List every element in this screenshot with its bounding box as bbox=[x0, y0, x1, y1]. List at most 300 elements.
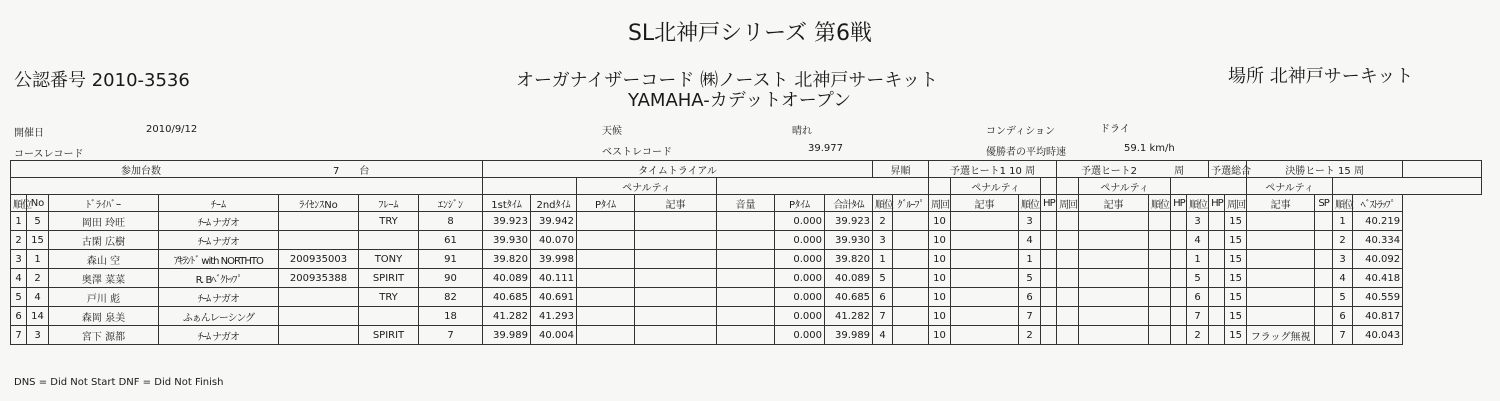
table-row bbox=[11, 307, 1482, 326]
heat2-penalty-header: ペナルティ bbox=[1079, 178, 1171, 195]
cell-h1-rank: 1 bbox=[1019, 250, 1041, 269]
blank-cell bbox=[893, 269, 929, 288]
results-table bbox=[10, 160, 1482, 345]
cell-t1: 41.282 bbox=[483, 307, 531, 326]
cell-ptime: 0.000 bbox=[775, 288, 825, 307]
blank-cell bbox=[893, 231, 929, 250]
blank-cell bbox=[1057, 307, 1079, 326]
cell-tot-rank: 6 bbox=[1187, 288, 1209, 307]
cell-tot-rank: 1 bbox=[1187, 250, 1209, 269]
avg-speed-label: 優勝者の平均時速 bbox=[986, 147, 1066, 158]
col-no: No bbox=[27, 195, 49, 212]
cell-t2: 40.691 bbox=[531, 288, 577, 307]
cell-f-rank: 7 bbox=[1333, 326, 1353, 345]
class-name: YAMAHA-カデットオープン bbox=[628, 90, 852, 111]
blank-cell bbox=[951, 288, 1019, 307]
blank-cell bbox=[1315, 250, 1333, 269]
cell-driver: 戸川 彪 bbox=[49, 288, 159, 307]
cell-license: 200935388 bbox=[279, 269, 359, 288]
col-heat2-rank: 順位 bbox=[1149, 195, 1171, 212]
blank-cell bbox=[1057, 288, 1079, 307]
cell-best: 40.559 bbox=[1353, 288, 1403, 307]
cell-h1-laps: 10 bbox=[929, 288, 951, 307]
blank-cell bbox=[951, 269, 1019, 288]
blank-cell bbox=[951, 307, 1019, 326]
blank-cell bbox=[1171, 250, 1187, 269]
blank-cell bbox=[1079, 307, 1149, 326]
blank-cell bbox=[1171, 307, 1187, 326]
cell-engine: 91 bbox=[419, 250, 483, 269]
col-total-hp: HP bbox=[1209, 195, 1225, 212]
col-heat1-rank: 順位 bbox=[1019, 195, 1041, 212]
blank-cell bbox=[1171, 231, 1187, 250]
license-number: 公認番号 2010-3536 bbox=[14, 70, 190, 91]
cell-h1-laps: 10 bbox=[929, 326, 951, 345]
cell-team: ﾁｰﾑ ナガオ bbox=[159, 212, 279, 231]
cell-f-rank: 4 bbox=[1333, 269, 1353, 288]
blank-cell bbox=[1041, 178, 1057, 195]
cell-total: 41.282 bbox=[825, 307, 873, 326]
footer-legend: DNS = Did Not Start DNF = Did Not Finish bbox=[14, 377, 224, 388]
blank-cell bbox=[1315, 269, 1333, 288]
blank-cell bbox=[717, 288, 775, 307]
blank-cell bbox=[577, 212, 635, 231]
blank-cell bbox=[577, 250, 635, 269]
blank-cell bbox=[717, 326, 775, 345]
blank-cell bbox=[1315, 326, 1333, 345]
col-p-time: Pﾀｲﾑ bbox=[577, 195, 635, 212]
heat1-header: 予選ヒート1 10 周 bbox=[929, 161, 1057, 178]
cell-t1: 40.089 bbox=[483, 269, 531, 288]
cell-tot-rank: 2 bbox=[1187, 326, 1209, 345]
blank-cell bbox=[951, 250, 1019, 269]
weather-value: 晴れ bbox=[792, 126, 812, 137]
blank-cell bbox=[577, 231, 635, 250]
cell-team: ﾁｰﾑ ナガオ bbox=[159, 231, 279, 250]
blank-cell bbox=[1057, 178, 1079, 195]
col-tt-rank: 順位 bbox=[873, 195, 893, 212]
blank-cell bbox=[893, 307, 929, 326]
final-penalty-header: ペナルティ bbox=[1247, 178, 1333, 195]
cell-license bbox=[279, 326, 359, 345]
cell-t2: 39.998 bbox=[531, 250, 577, 269]
cell-frame: TRY bbox=[359, 212, 419, 231]
blank-cell bbox=[1041, 269, 1057, 288]
cell-f-note bbox=[1247, 269, 1315, 288]
cell-t2: 40.111 bbox=[531, 269, 577, 288]
cell-license bbox=[279, 307, 359, 326]
cell-f-rank: 2 bbox=[1333, 231, 1353, 250]
col-note: 記事 bbox=[635, 195, 717, 212]
cell-f-note: フラッグ無視 bbox=[1247, 326, 1315, 345]
blank-cell bbox=[1209, 250, 1225, 269]
cell-tt-rank: 6 bbox=[873, 288, 893, 307]
cell-engine: 8 bbox=[419, 212, 483, 231]
blank-cell bbox=[1079, 269, 1149, 288]
cell-tt-rank: 3 bbox=[873, 231, 893, 250]
blank-cell bbox=[1171, 326, 1187, 345]
cell-t2: 40.070 bbox=[531, 231, 577, 250]
blank-cell bbox=[1079, 326, 1149, 345]
cell-frame: SPIRIT bbox=[359, 326, 419, 345]
blank-cell bbox=[1057, 250, 1079, 269]
heat2-header: 予選ヒート2 周 bbox=[1057, 161, 1209, 178]
blank-cell bbox=[635, 288, 717, 307]
header-row-1 bbox=[11, 161, 1482, 178]
col-driver: ﾄﾞﾗｲﾊﾞｰ bbox=[49, 195, 159, 212]
cell-pos: 5 bbox=[11, 288, 27, 307]
blank-cell bbox=[1079, 250, 1149, 269]
blank-cell bbox=[1315, 212, 1333, 231]
cell-license bbox=[279, 212, 359, 231]
blank-cell bbox=[1079, 231, 1149, 250]
blank-cell bbox=[1171, 178, 1247, 195]
cell-f-laps: 15 bbox=[1225, 307, 1247, 326]
cell-f-laps: 15 bbox=[1225, 212, 1247, 231]
date-label: 開催日 bbox=[14, 128, 44, 139]
date-value: 2010/9/12 bbox=[146, 124, 198, 135]
blank-cell bbox=[1315, 231, 1333, 250]
blank-cell bbox=[1209, 212, 1225, 231]
cell-t1: 39.923 bbox=[483, 212, 531, 231]
cell-no: 4 bbox=[27, 288, 49, 307]
cell-ptime: 0.000 bbox=[775, 212, 825, 231]
cell-h1-rank: 6 bbox=[1019, 288, 1041, 307]
cell-team: ｱｷﾗﾝﾄﾞ with NORTHTO bbox=[159, 250, 279, 269]
blank-cell bbox=[717, 307, 775, 326]
blank-cell bbox=[577, 269, 635, 288]
course-record-label: コースレコード bbox=[14, 149, 84, 160]
blank-cell bbox=[717, 250, 775, 269]
blank-cell bbox=[1209, 288, 1225, 307]
cell-frame bbox=[359, 231, 419, 250]
blank-cell bbox=[929, 178, 951, 195]
cell-tt-rank: 1 bbox=[873, 250, 893, 269]
best-record-value: 39.977 bbox=[808, 143, 843, 154]
cell-no: 14 bbox=[27, 307, 49, 326]
cell-h1-rank: 7 bbox=[1019, 307, 1041, 326]
blank-cell bbox=[1171, 212, 1187, 231]
avg-speed-value: 59.1 km/h bbox=[1124, 143, 1175, 154]
cell-best: 40.219 bbox=[1353, 212, 1403, 231]
col-final-laps: 周回 bbox=[1225, 195, 1247, 212]
cell-f-note bbox=[1247, 231, 1315, 250]
final-header: 決勝ヒート 15 周 bbox=[1247, 161, 1403, 178]
cell-engine: 82 bbox=[419, 288, 483, 307]
cell-h1-rank: 4 bbox=[1019, 231, 1041, 250]
blank-cell bbox=[717, 212, 775, 231]
blank-cell bbox=[1209, 269, 1225, 288]
cell-f-rank: 3 bbox=[1333, 250, 1353, 269]
cell-team: R. Bﾍﾞｸﾄｯﾌﾟ bbox=[159, 269, 279, 288]
blank-cell bbox=[1171, 269, 1187, 288]
col-volume: 音量 bbox=[717, 195, 775, 212]
venue: 場所 北神戸サーキット bbox=[1228, 66, 1414, 87]
cell-engine: 7 bbox=[419, 326, 483, 345]
table-row bbox=[11, 231, 1482, 250]
blank-cell bbox=[635, 212, 717, 231]
blank-cell bbox=[893, 288, 929, 307]
blank-cell bbox=[1057, 269, 1079, 288]
best-record-label: ベストレコード bbox=[602, 147, 672, 158]
blank-cell bbox=[1171, 288, 1187, 307]
col-heat2-note: 記事 bbox=[1079, 195, 1149, 212]
col-pos: 順位 bbox=[11, 195, 27, 212]
col-team: ﾁｰﾑ bbox=[159, 195, 279, 212]
cell-pos: 1 bbox=[11, 212, 27, 231]
blank-cell bbox=[1041, 231, 1057, 250]
column-header-row bbox=[11, 195, 1482, 212]
cell-f-rank: 6 bbox=[1333, 307, 1353, 326]
blank-cell bbox=[1149, 326, 1171, 345]
col-1st-time: 1stﾀｲﾑ bbox=[483, 195, 531, 212]
cell-best: 40.817 bbox=[1353, 307, 1403, 326]
blank-cell bbox=[1149, 269, 1171, 288]
blank-cell bbox=[1041, 288, 1057, 307]
cell-driver: 古閑 広樹 bbox=[49, 231, 159, 250]
cell-team: ふぁんレーシング bbox=[159, 307, 279, 326]
cell-no: 2 bbox=[27, 269, 49, 288]
cell-total: 39.923 bbox=[825, 212, 873, 231]
cell-tot-rank: 3 bbox=[1187, 212, 1209, 231]
entrants-label: 参加台数 bbox=[121, 165, 161, 177]
blank-cell bbox=[635, 231, 717, 250]
table-row bbox=[11, 269, 1482, 288]
cell-tot-rank: 7 bbox=[1187, 307, 1209, 326]
cell-tot-rank: 4 bbox=[1187, 231, 1209, 250]
blank-cell bbox=[1333, 178, 1482, 195]
cell-tt-rank: 4 bbox=[873, 326, 893, 345]
blank-cell bbox=[1149, 288, 1171, 307]
cell-tt-rank: 2 bbox=[873, 212, 893, 231]
blank-cell bbox=[1041, 250, 1057, 269]
cell-t1: 39.930 bbox=[483, 231, 531, 250]
blank-cell bbox=[893, 250, 929, 269]
blank-cell bbox=[1209, 231, 1225, 250]
cell-driver: 奥澤 菜菜 bbox=[49, 269, 159, 288]
cell-engine: 90 bbox=[419, 269, 483, 288]
cell-t1: 39.820 bbox=[483, 250, 531, 269]
blank-cell bbox=[635, 269, 717, 288]
cell-total: 39.989 bbox=[825, 326, 873, 345]
cell-h1-laps: 10 bbox=[929, 269, 951, 288]
cell-t2: 39.942 bbox=[531, 212, 577, 231]
cell-driver: 岡田 玲旺 bbox=[49, 212, 159, 231]
cell-best: 40.334 bbox=[1353, 231, 1403, 250]
col-heat2-laps: 周回 bbox=[1057, 195, 1079, 212]
cell-ptime: 0.000 bbox=[775, 307, 825, 326]
col-total-rank: 順位 bbox=[1187, 195, 1209, 212]
blank-cell bbox=[1041, 307, 1057, 326]
table-row bbox=[11, 250, 1482, 269]
cell-f-note bbox=[1247, 288, 1315, 307]
cell-ptime: 0.000 bbox=[775, 250, 825, 269]
cell-total: 39.820 bbox=[825, 250, 873, 269]
blank-cell bbox=[1079, 212, 1149, 231]
col-group: ｸﾞﾙｰﾌﾟ bbox=[893, 195, 929, 212]
table-row bbox=[11, 326, 1482, 345]
blank-cell bbox=[893, 326, 929, 345]
cell-no: 1 bbox=[27, 250, 49, 269]
cell-pos: 7 bbox=[11, 326, 27, 345]
blank-cell bbox=[951, 231, 1019, 250]
blank-cell bbox=[717, 231, 775, 250]
blank-cell bbox=[11, 178, 483, 195]
cell-h1-laps: 10 bbox=[929, 250, 951, 269]
entrants-cell bbox=[11, 161, 483, 178]
cell-team: ﾁｰﾑ ナガオ bbox=[159, 288, 279, 307]
blank-cell bbox=[1041, 212, 1057, 231]
condition-value: ドライ bbox=[1100, 124, 1130, 135]
cell-pos: 2 bbox=[11, 231, 27, 250]
cell-total: 40.089 bbox=[825, 269, 873, 288]
cell-f-rank: 5 bbox=[1333, 288, 1353, 307]
col-heat2-hp: HP bbox=[1171, 195, 1187, 212]
col-heat1-laps: 周回 bbox=[929, 195, 951, 212]
cell-h1-laps: 10 bbox=[929, 231, 951, 250]
col-engine: ｴﾝｼﾞﾝ bbox=[419, 195, 483, 212]
heat1-penalty-header: ペナルティ bbox=[951, 178, 1041, 195]
time-trial-header: タイムトライアル bbox=[483, 161, 873, 178]
cell-engine: 61 bbox=[419, 231, 483, 250]
blank-cell bbox=[635, 250, 717, 269]
blank-cell bbox=[635, 307, 717, 326]
blank-cell bbox=[1079, 288, 1149, 307]
cell-no: 3 bbox=[27, 326, 49, 345]
cell-engine: 18 bbox=[419, 307, 483, 326]
cell-team: ﾁｰﾑ ナガオ bbox=[159, 326, 279, 345]
cell-ptime: 0.000 bbox=[775, 231, 825, 250]
cell-f-laps: 15 bbox=[1225, 231, 1247, 250]
blank-cell bbox=[1149, 307, 1171, 326]
blank-cell bbox=[951, 212, 1019, 231]
cell-f-laps: 15 bbox=[1225, 269, 1247, 288]
cell-frame: TONY bbox=[359, 250, 419, 269]
col-final-sp: SP bbox=[1315, 195, 1333, 212]
cell-driver: 森山 空 bbox=[49, 250, 159, 269]
tt-penalty-header: ペナルティ bbox=[577, 178, 717, 195]
table-row bbox=[11, 212, 1482, 231]
cell-ptime: 0.000 bbox=[775, 326, 825, 345]
cell-ptime: 0.000 bbox=[775, 269, 825, 288]
cell-no: 15 bbox=[27, 231, 49, 250]
blank-cell bbox=[1149, 250, 1171, 269]
cell-tt-rank: 7 bbox=[873, 307, 893, 326]
blank-cell bbox=[951, 326, 1019, 345]
blank-cell bbox=[1315, 288, 1333, 307]
blank-cell bbox=[1041, 326, 1057, 345]
col-final-rank: 順位 bbox=[1333, 195, 1353, 212]
cell-f-note bbox=[1247, 212, 1315, 231]
organizer-code: オーガナイザーコード ㈱ノースト 北神戸サーキット bbox=[516, 70, 939, 91]
col-p-time-2: Pﾀｲﾑ bbox=[775, 195, 825, 212]
cell-tot-rank: 5 bbox=[1187, 269, 1209, 288]
heat-total-header: 予選総合 bbox=[1209, 161, 1247, 178]
best-lap-header-blank bbox=[1403, 161, 1482, 178]
cell-license bbox=[279, 231, 359, 250]
cell-h1-rank: 3 bbox=[1019, 212, 1041, 231]
col-heat1-note: 記事 bbox=[951, 195, 1019, 212]
cell-t1: 39.989 bbox=[483, 326, 531, 345]
cell-license: 200935003 bbox=[279, 250, 359, 269]
cell-h1-laps: 10 bbox=[929, 212, 951, 231]
table-row bbox=[11, 288, 1482, 307]
blank-cell bbox=[483, 178, 577, 195]
cell-f-laps: 15 bbox=[1225, 326, 1247, 345]
blank-cell bbox=[1057, 231, 1079, 250]
promotion-header: 昇順 bbox=[873, 161, 929, 178]
blank-cell bbox=[717, 178, 929, 195]
cell-pos: 4 bbox=[11, 269, 27, 288]
cell-f-rank: 1 bbox=[1333, 212, 1353, 231]
col-final-note: 記事 bbox=[1247, 195, 1315, 212]
cell-h1-rank: 2 bbox=[1019, 326, 1041, 345]
col-heat1-hp: HP bbox=[1041, 195, 1057, 212]
blank-cell bbox=[635, 326, 717, 345]
entrants-unit: 台 bbox=[359, 165, 370, 177]
cell-t1: 40.685 bbox=[483, 288, 531, 307]
cell-driver: 宮下 源都 bbox=[49, 326, 159, 345]
blank-cell bbox=[1057, 212, 1079, 231]
cell-best: 40.418 bbox=[1353, 269, 1403, 288]
blank-cell bbox=[1149, 212, 1171, 231]
blank-cell bbox=[1209, 307, 1225, 326]
cell-no: 5 bbox=[27, 212, 49, 231]
cell-f-laps: 15 bbox=[1225, 250, 1247, 269]
cell-h1-laps: 10 bbox=[929, 307, 951, 326]
cell-t2: 40.004 bbox=[531, 326, 577, 345]
cell-license bbox=[279, 288, 359, 307]
col-frame: ﾌﾚｰﾑ bbox=[359, 195, 419, 212]
blank-cell bbox=[1149, 231, 1171, 250]
weather-label: 天候 bbox=[602, 126, 622, 137]
cell-total: 40.685 bbox=[825, 288, 873, 307]
blank-cell bbox=[1209, 326, 1225, 345]
entrants-count: 7 bbox=[333, 165, 340, 177]
col-license: ﾗｲｾﾝｽNo bbox=[279, 195, 359, 212]
page-title: SL北神戸シリーズ 第6戦 bbox=[627, 21, 873, 46]
cell-driver: 森岡 泉美 bbox=[49, 307, 159, 326]
cell-tt-rank: 5 bbox=[873, 269, 893, 288]
header-row-2 bbox=[11, 178, 1482, 195]
blank-cell bbox=[1315, 307, 1333, 326]
blank-cell bbox=[577, 288, 635, 307]
cell-total: 39.930 bbox=[825, 231, 873, 250]
cell-f-note bbox=[1247, 250, 1315, 269]
cell-frame: SPIRIT bbox=[359, 269, 419, 288]
cell-h1-rank: 5 bbox=[1019, 269, 1041, 288]
col-best-lap: ﾍﾞｽﾄﾗｯﾌﾟ bbox=[1353, 195, 1403, 212]
col-total-time: 合計ﾀｲﾑ bbox=[825, 195, 873, 212]
blank-cell bbox=[893, 212, 929, 231]
blank-cell bbox=[577, 326, 635, 345]
cell-f-laps: 15 bbox=[1225, 288, 1247, 307]
results-rows bbox=[11, 212, 1482, 345]
cell-best: 40.092 bbox=[1353, 250, 1403, 269]
cell-pos: 6 bbox=[11, 307, 27, 326]
cell-f-note bbox=[1247, 307, 1315, 326]
cell-best: 40.043 bbox=[1353, 326, 1403, 345]
cell-frame: TRY bbox=[359, 288, 419, 307]
cell-t2: 41.293 bbox=[531, 307, 577, 326]
blank-cell bbox=[717, 269, 775, 288]
blank-cell bbox=[577, 307, 635, 326]
cell-frame bbox=[359, 307, 419, 326]
col-2nd-time: 2ndﾀｲﾑ bbox=[531, 195, 577, 212]
condition-label: コンディション bbox=[986, 126, 1055, 137]
cell-pos: 3 bbox=[11, 250, 27, 269]
blank-cell bbox=[1057, 326, 1079, 345]
